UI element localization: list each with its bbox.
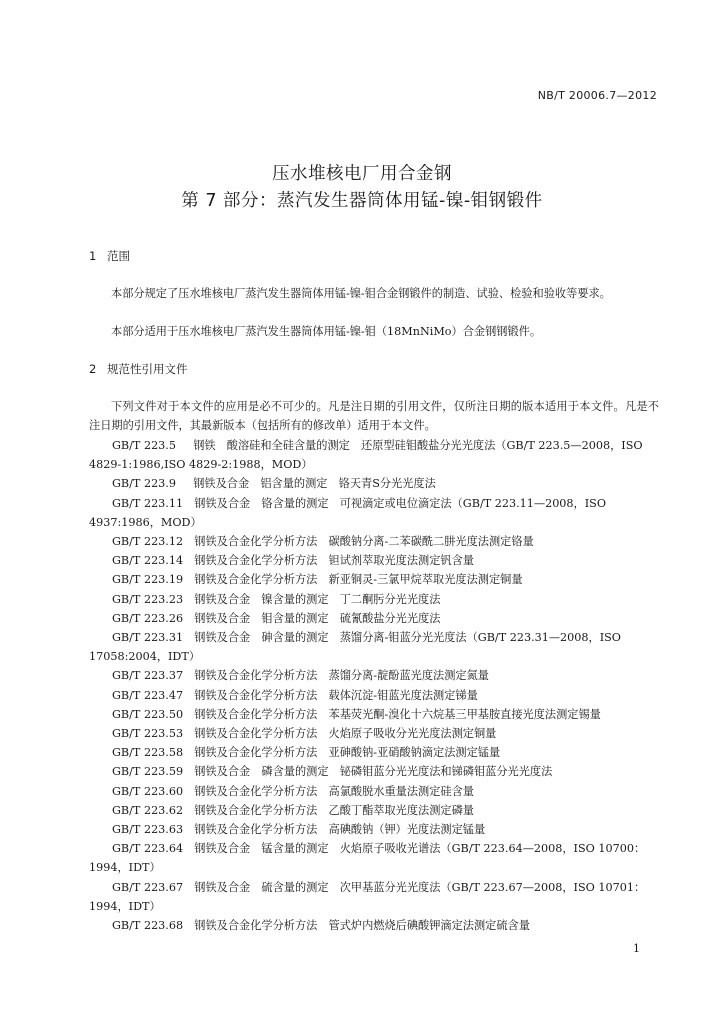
- reference-item: [89, 782, 659, 801]
- reference-code: GB/T 223.53: [112, 727, 184, 741]
- reference-title: 钢铁及合金化学分析方法 高碘酸钠（钾）光度法测定锰量: [194, 823, 486, 837]
- reference-title: 钢铁及合金 砷含量的测定 蒸馏分离-钼蓝分光光度法（GB/T 223.31—2008，ISO 17058:2004，IDT）: [89, 631, 621, 664]
- reference-item: [89, 474, 659, 493]
- scope-paragraph-2: 本部分适用于压水堆核电厂蒸汽发生器筒体用锰-镍-钼（18MnNiMo）合金钢钢锻件。: [111, 325, 542, 338]
- document-title-line2: 第 7 部分：蒸汽发生器筒体用锰-镍-钼钢锻件: [181, 191, 543, 211]
- reference-title: 钢铁及合金 锰含量的测定 火焰原子吸收光谱法（GB/T 223.64—2008，ISO 10700：1994，IDT）: [89, 842, 646, 875]
- reference-item: [89, 609, 659, 628]
- reference-code: GB/T 223.26: [112, 611, 184, 625]
- reference-code: GB/T 223.9: [112, 477, 176, 491]
- standard-number: NB/T 20006.7—2012: [537, 89, 657, 102]
- normative-references-list: [89, 436, 659, 935]
- reference-title: 钢铁及合金化学分析方法 新亚铜灵-三氯甲烷萃取光度法测定铜量: [194, 573, 523, 587]
- section-title: 规范性引用文件: [107, 362, 188, 376]
- reference-title: 钢铁及合金 铝含量的测定 铬天青S分光光度法: [193, 477, 436, 491]
- reference-item: [89, 705, 659, 724]
- reference-code: GB/T 223.62: [112, 803, 184, 817]
- reference-title: 钢铁及合金 镍含量的测定 丁二酮肟分光光度法: [194, 592, 441, 606]
- section-number: 1: [89, 249, 97, 263]
- reference-title: 钢铁及合金 铬含量的测定 可视滴定或电位滴定法（GB/T 223.11—2008，ISO 4937:1986，MOD）: [89, 496, 606, 529]
- reference-code: GB/T 223.63: [112, 823, 184, 837]
- reference-title: 钢铁及合金化学分析方法 载体沉淀-钼蓝光度法测定锑量: [194, 688, 478, 702]
- reference-item: [89, 570, 659, 589]
- reference-title: 钢铁及合金化学分析方法 碳酸钠分离-二苯碳酰二肼光度法测定铬量: [194, 535, 534, 549]
- reference-title: 钢铁及合金化学分析方法 苯基荧光酮-溴化十六烷基三甲基胺直接光度法测定锡量: [194, 707, 601, 721]
- scope-paragraph-1: 本部分规定了压水堆核电厂蒸汽发生器筒体用锰-镍-钼合金钢锻件的制造、试验、检验和验收等要求。: [111, 287, 611, 300]
- reference-item: [89, 436, 659, 474]
- reference-code: GB/T 223.11: [112, 496, 184, 510]
- reference-code: GB/T 223.60: [112, 784, 184, 798]
- reference-item: [89, 916, 659, 935]
- reference-code: GB/T 223.50: [112, 707, 184, 721]
- reference-item: [89, 839, 659, 877]
- reference-title: 钢铁及合金化学分析方法 蒸馏分离-靛酚蓝光度法测定氮量: [194, 669, 489, 683]
- reference-code: GB/T 223.14: [112, 554, 184, 568]
- page-number: 1: [633, 942, 640, 955]
- reference-title: 钢铁及合金 磷含量的测定 铋磷钼蓝分光光度法和锑磷钼蓝分光光度法: [194, 765, 553, 779]
- reference-item: [89, 686, 659, 705]
- reference-item: [89, 878, 659, 916]
- reference-title: 钢铁及合金 硫含量的测定 次甲基蓝分光光度法（GB/T 223.67—2008，ISO 10701：1994，IDT）: [89, 880, 646, 913]
- reference-title: 钢铁及合金化学分析方法 亚砷酸钠-亚硝酸钠滴定法测定锰量: [194, 746, 501, 760]
- section-1-heading: [89, 248, 130, 264]
- reference-code: GB/T 223.19: [112, 573, 184, 587]
- reference-item: [89, 590, 659, 609]
- reference-code: GB/T 223.37: [112, 669, 184, 683]
- reference-code: GB/T 223.5: [112, 439, 176, 452]
- reference-item: [89, 494, 659, 532]
- reference-title: 钢铁及合金化学分析方法 火焰原子吸收分光光度法测定铜量: [194, 727, 497, 741]
- references-intro-paragraph: 下列文件对于本文件的应用是必不可少的。凡是注日期的引用文件，仅所注日期的版本适用于本文件。凡是不注日期的引用文件，其最新版本（包括所有的修改单）适用于本文件。: [89, 400, 659, 432]
- reference-item: [89, 551, 659, 570]
- reference-code: GB/T 223.64: [112, 842, 184, 856]
- reference-title: 钢铁及合金化学分析方法 乙酸丁酯萃取光度法测定磷量: [194, 803, 474, 817]
- reference-item: [89, 762, 659, 781]
- reference-item: [89, 801, 659, 820]
- reference-code: GB/T 223.58: [112, 746, 184, 760]
- reference-code: GB/T 223.31: [112, 631, 184, 645]
- reference-item: [89, 666, 659, 685]
- reference-title: 钢铁及合金化学分析方法 高氯酸脱水重量法测定硅含量: [194, 784, 474, 798]
- reference-title: 钢铁及合金化学分析方法 钽试剂萃取光度法测定钒含量: [194, 554, 474, 568]
- reference-item: [89, 532, 659, 551]
- reference-item: [89, 743, 659, 762]
- reference-code: GB/T 223.59: [112, 765, 184, 779]
- reference-code: GB/T 223.12: [112, 535, 184, 549]
- section-2-heading: [89, 361, 188, 377]
- reference-code: GB/T 223.67: [112, 880, 184, 894]
- reference-code: GB/T 223.68: [112, 919, 184, 933]
- reference-item: [89, 628, 659, 666]
- section-title: 范围: [107, 249, 130, 263]
- document-title-line1: 压水堆核电厂用合金钢: [272, 164, 452, 184]
- reference-title: 钢铁及合金 钼含量的测定 硫氰酸盐分光光度法: [194, 611, 441, 625]
- reference-title: 钢铁及合金化学分析方法 管式炉内燃烧后碘酸钾滴定法测定硫含量: [194, 919, 530, 933]
- reference-item: [89, 724, 659, 743]
- reference-code: GB/T 223.23: [112, 592, 184, 606]
- reference-code: GB/T 223.47: [112, 688, 184, 702]
- reference-item: [89, 820, 659, 839]
- section-number: 2: [89, 362, 97, 376]
- reference-title: 钢铁 酸溶硅和全硅含量的测定 还原型硅钼酸盐分光光度法（GB/T 223.5—2008，ISO 4829-1:1986,ISO 4829-2:1988，MOD）: [89, 439, 643, 472]
